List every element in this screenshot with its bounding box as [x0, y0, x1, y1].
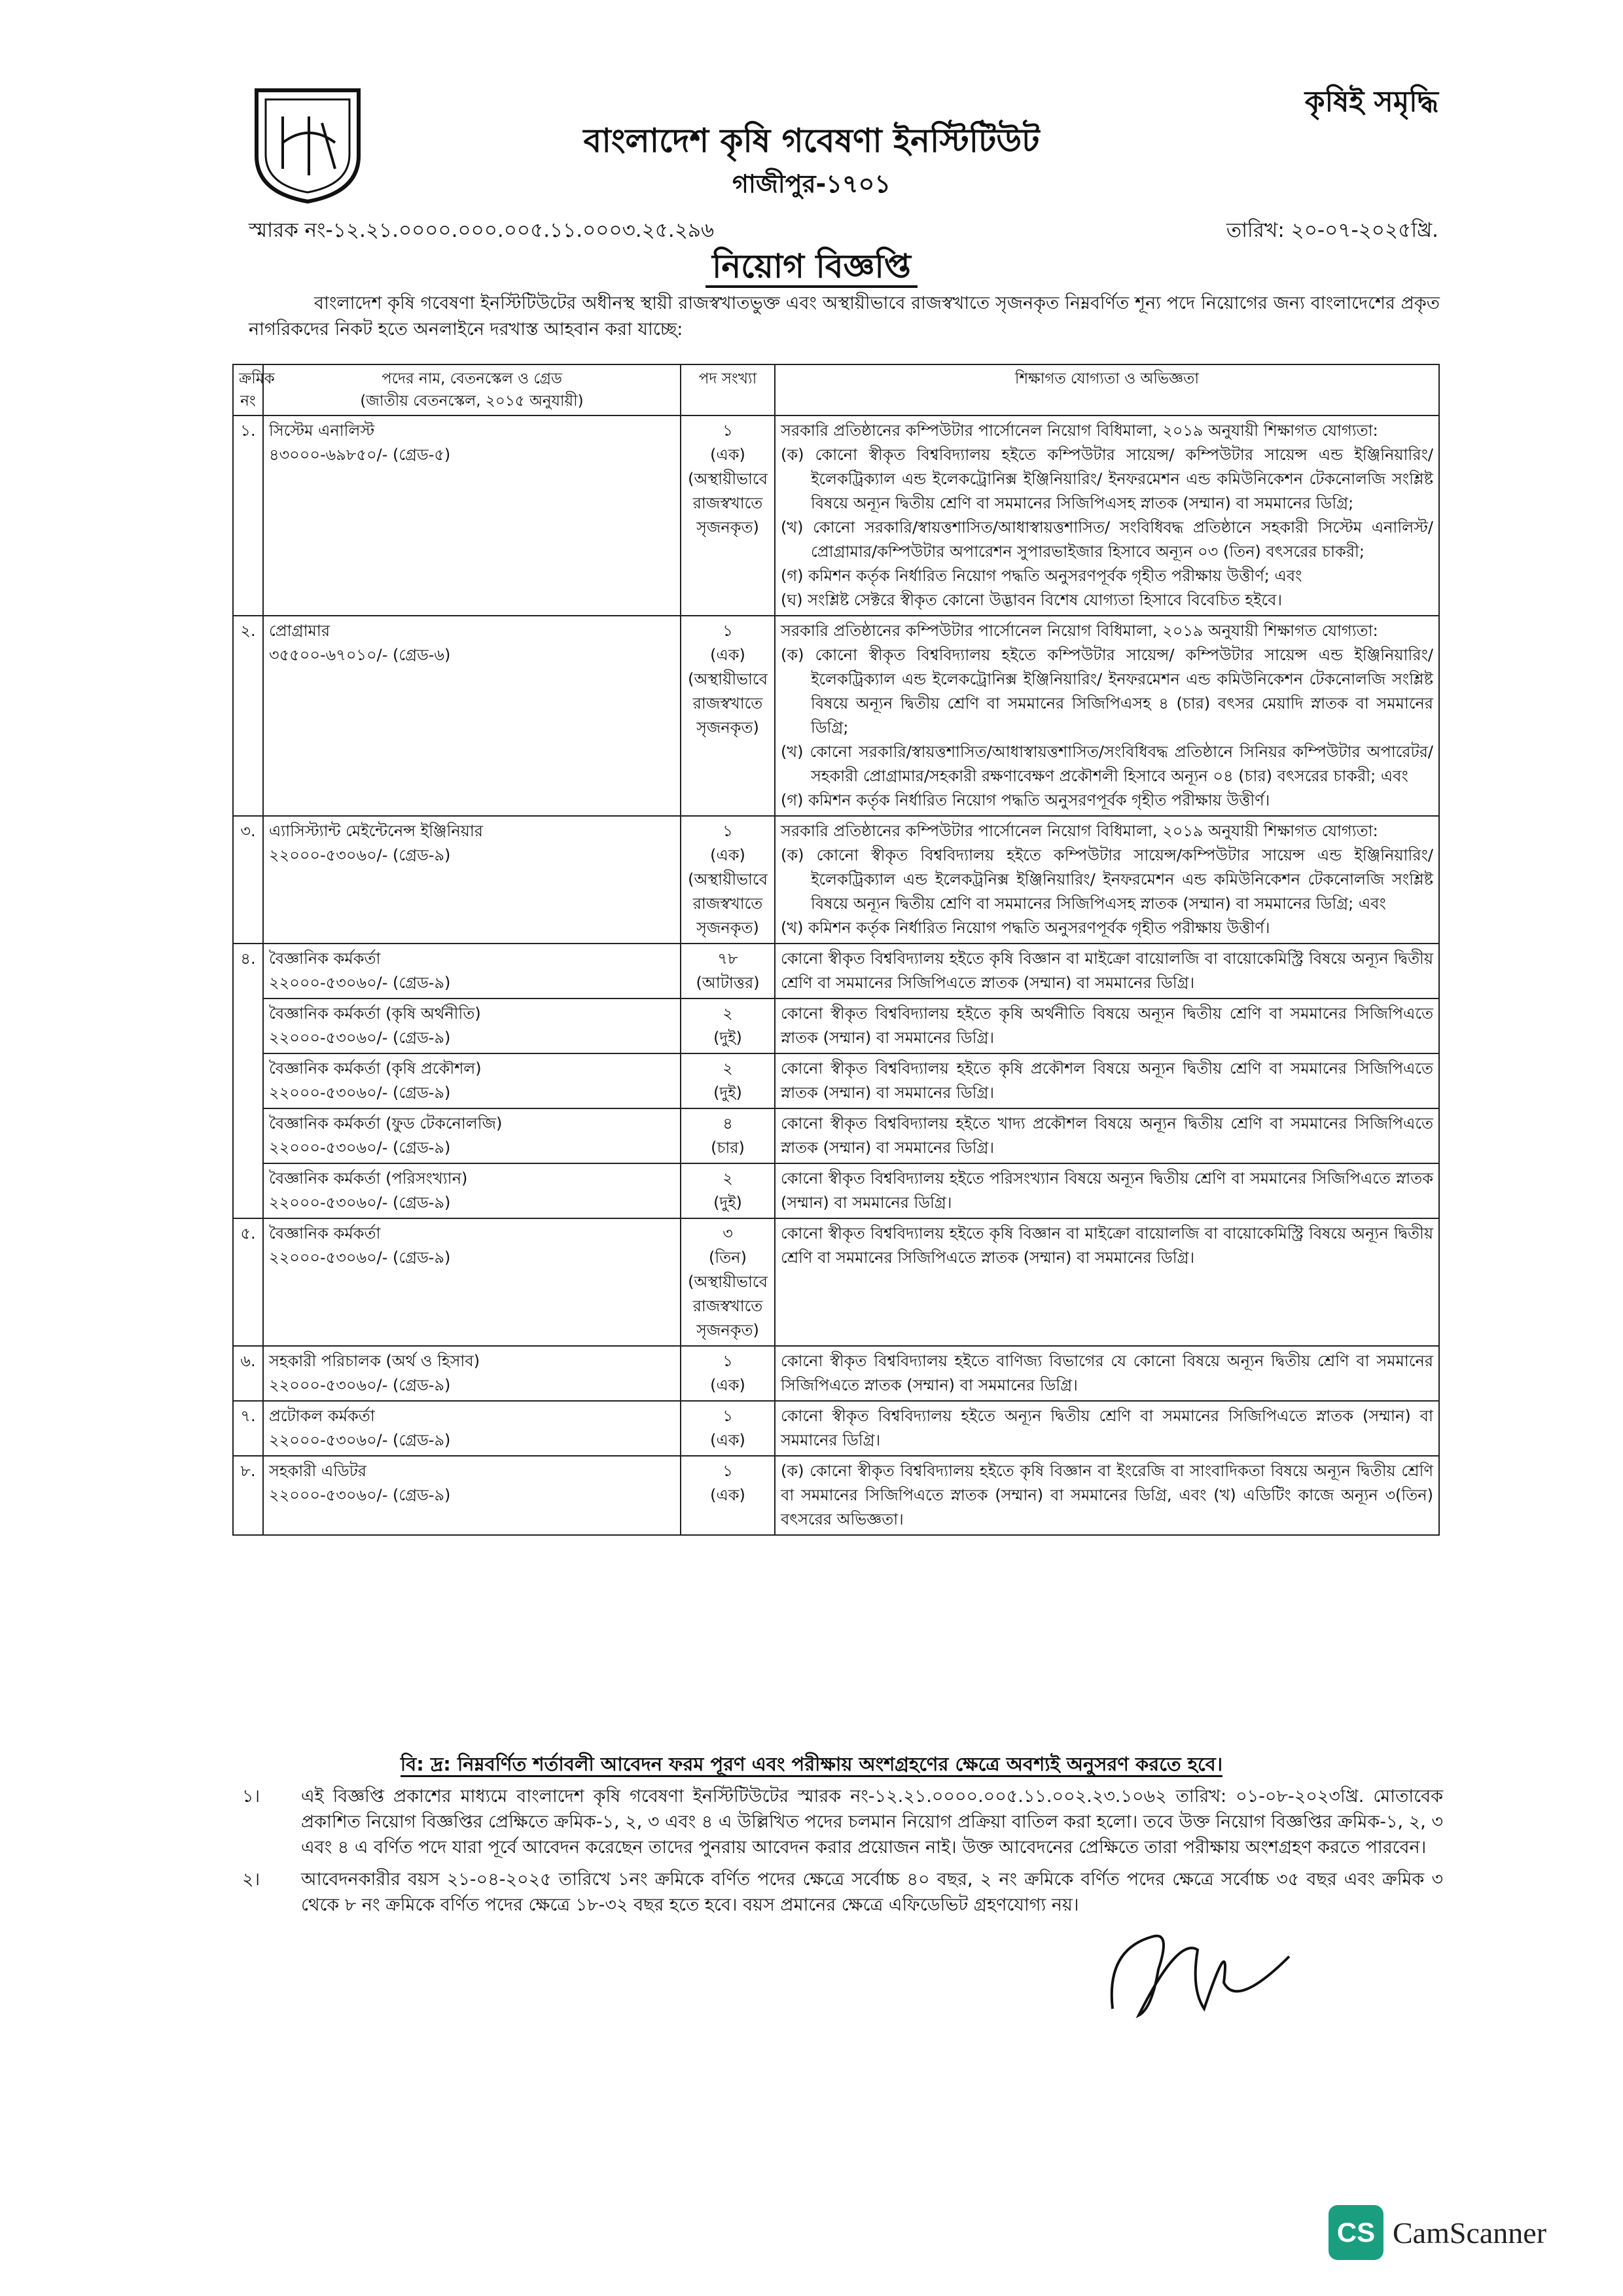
qualification-text: কোনো স্বীকৃত বিশ্ববিদ্যালয় হইতে কৃষি প্রকৌশল বিষয়ে অন্যূন দ্বিতীয় শ্রেণি বা সমমানের সিজিপিএতে স্নাতক (সম্মান) বা সমমানের ডিগ্রি। [781, 1059, 1433, 1102]
post-cell [263, 1456, 681, 1535]
post-salary: ২২০০০-৫৩০৬০/- (গ্রেড-৯) [269, 1084, 451, 1102]
issue-date: তারিখ: ২০-০৭-২০২৫খ্রি. [1226, 219, 1438, 242]
post-cell [263, 944, 681, 998]
post-name: বৈজ্ঞানিক কর্মকর্তা (পরিসংখ্যান) [269, 1169, 468, 1188]
post-cell [263, 1346, 681, 1401]
qualification-cell [775, 1456, 1439, 1535]
qualification-text: কোনো স্বীকৃত বিশ্ববিদ্যালয় হইতে কৃষি অর্থনীতি বিষয়ে অন্যূন দ্বিতীয় শ্রেণি বা সমমানের সিজিপিএতে স্নাতক (সম্মান) বা সমমানের ডিগ্রি। [781, 1004, 1433, 1047]
table-row [233, 1401, 1439, 1456]
qualification-item: (ক) কোনো স্বীকৃত বিশ্ববিদ্যালয় হইতে কম্পিউটার সায়েন্স/ কম্পিউটার সায়েন্স এন্ড ইঞ্জিনিয়ারিং/ইলেকট্রিক্যাল এন্ড ইলেকট্রোনিক্স ইঞ্জিনিয়ারিং/ ইনফরমেশন এন্ড কমিউনিকেশন টেকনোলজি সংশ্লিষ্ট বিষয়ে অন্যূন দ্বিতীয় শ্রেণি বা সমমানের সিজিপিএসহ ৪ (চার) বৎসর মেয়াদি স্নাতক বা সমমানের ডিগ্রি; [781, 646, 1433, 737]
post-count-line: (দুই) [713, 1193, 742, 1212]
post-count [681, 944, 775, 998]
post-count [681, 1163, 775, 1218]
post-count-line: (চার) [711, 1139, 745, 1157]
post-cell [263, 816, 681, 944]
notes-list [242, 1784, 1443, 1924]
post-name: এ্যাসিস্ট্যান্ট মেইন্টেনেন্স ইঞ্জিনিয়ার [269, 822, 484, 840]
notice-title [0, 242, 1623, 296]
table-row [233, 415, 1439, 616]
post-count-line: (দুই) [713, 1029, 742, 1047]
post-count [681, 1218, 775, 1346]
post-count-line: (এক) [710, 646, 745, 664]
table-row [233, 1456, 1439, 1535]
qualification-text: কোনো স্বীকৃত বিশ্ববিদ্যালয় হইতে অন্যূন দ্বিতীয় শ্রেণি বা সমমানের সিজিপিএতে স্নাতক (সম্মান) বা সমমানের ডিগ্রি। [781, 1407, 1433, 1449]
post-count-line: (অস্থায়ীভাবে রাজস্বখাতে সৃজনকৃত) [688, 470, 768, 537]
post-name: সহকারী পরিচালক (অর্থ ও হিসাব) [269, 1352, 480, 1370]
qualification-item: (খ) কোনো সরকারি/স্বায়ত্তশাসিত/আধাস্বায়ত্তশাসিত/ সংবিধিবদ্ধ প্রতিষ্ঠানে সহকারী সিস্টেম এনালিস্ট/ প্রোগ্রামার/কম্পিউটার অপারেশন সুপারভাইজার হিসাবে অন্যূন ০৩ (তিন) বৎসরের চাকরী; [781, 518, 1433, 561]
qualification-item: (ঘ) সংশ্লিষ্ট সেক্টরে স্বীকৃত কোনো উদ্ভাবন বিশেষ যোগ্যতা হিসাবে বিবেচিত হইবে। [781, 591, 1283, 609]
post-count-line: (এক) [710, 1486, 745, 1504]
table-row [233, 616, 1439, 816]
post-count-line: ২ [722, 1059, 733, 1078]
table-row [233, 1053, 1439, 1108]
header-qualification: শিক্ষাগত যোগ্যতা ও অভিজ্ঞতা [775, 364, 1439, 415]
table-row [233, 1108, 1439, 1163]
post-salary: ২২০০০-৫৩০৬০/- (গ্রেড-৯) [269, 1139, 451, 1157]
notes-heading-text: বি: দ্র: নিম্নবর্ণিত শর্তাবলী আবেদন ফরম পূরণ এবং পরীক্ষায় অংশগ্রহণের ক্ষেত্রে অবশ্যই অনুসরণ করতে হবে। [401, 1753, 1222, 1777]
post-count [681, 1401, 775, 1456]
post-count [681, 1456, 775, 1535]
post-count-line: (তিন) [709, 1248, 747, 1267]
note-number: ২। [242, 1869, 260, 1890]
qualification-lead: সরকারি প্রতিষ্ঠানের কম্পিউটার পার্সোনেল নিয়োগ বিধিমালা, ২০১৯ অনুযায়ী শিক্ষাগত যোগ্যতা: [781, 421, 1378, 440]
post-count-line: ১ [722, 1352, 733, 1370]
qualification-item: (ক) কোনো স্বীকৃত বিশ্ববিদ্যালয় হইতে কম্পিউটার সায়েন্স/কম্পিউটার সায়েন্স এন্ড ইঞ্জিনিয়ারিং/ইলেকট্রিক্যাল এন্ড ইলেকট্রনিক্স ইঞ্জিনিয়ারিং/ ইনফরমেশন এন্ড কমিউনিকেশন টেকনোলজি সংশ্লিষ্ট বিষয়ে অন্যূন দ্বিতীয় শ্রেণি বা সমমানের সিজিপিএসহ স্নাতক (সম্মান) বা সমমানের ডিগ্রি; এবং [781, 846, 1433, 913]
qualification-cell [775, 1053, 1439, 1108]
post-cell [263, 998, 681, 1053]
note-number: ১। [242, 1786, 260, 1807]
post-salary: ২২০০০-৫৩০৬০/- (গ্রেড-৯) [269, 1431, 451, 1449]
post-count-line: (এক) [710, 1431, 745, 1449]
qualification-text: কোনো স্বীকৃত বিশ্ববিদ্যালয় হইতে বাণিজ্য বিভাগের যে কোনো বিষয়ে অন্যূন দ্বিতীয় শ্রেণি বা সমমানের সিজিপিএতে স্নাতক (সম্মান) বা সমমানের ডিগ্রি। [781, 1352, 1433, 1394]
post-count-line: ৩ [722, 1224, 733, 1243]
table-row [233, 1346, 1439, 1401]
serial-cell: ৬. [233, 1346, 263, 1401]
post-count [681, 998, 775, 1053]
post-name: বৈজ্ঞানিক কর্মকর্তা (কৃষি প্রকৌশল) [269, 1059, 482, 1078]
post-name: বৈজ্ঞানিক কর্মকর্তা [269, 949, 381, 968]
camscanner-icon: CS [1329, 2205, 1383, 2260]
vacancy-table [232, 364, 1440, 1536]
qualification-cell [775, 944, 1439, 998]
intro-paragraph: বাংলাদেশ কৃষি গবেষণা ইনস্টিটিউটের অধীনস্থ স্থায়ী রাজস্বখাতভুক্ত এবং অস্থায়ীভাবে রাজস্বখাতে সৃজনকৃত নিম্নবর্ণিত শূন্য পদে নিয়োগের জন্য বাংলাদেশের প্রকৃত নাগরিকদের নিকট হতে অনলাইনে দরখাস্ত আহবান করা যাচ্ছে: [249, 293, 1440, 340]
post-name: সিস্টেম এনালিস্ট [269, 421, 375, 440]
camscanner-watermark [1329, 2205, 1546, 2260]
header-post [263, 364, 681, 415]
qualification-item: (খ) কমিশন কর্তৃক নির্ধারিত নিয়োগ পদ্ধতি অনুসরণপূর্বক গৃহীত পরীক্ষায় উত্তীর্ণ। [781, 919, 1270, 937]
qualification-item: (ক) কোনো স্বীকৃত বিশ্ববিদ্যালয় হইতে কম্পিউটার সায়েন্স/ কম্পিউটার সায়েন্স এন্ড ইঞ্জিনিয়ারিং/ইলেকট্রিক্যাল এন্ড ইলেকট্রোনিক্স ইঞ্জিনিয়ারিং/ ইনফরমেশন এন্ড কমিউনিকেশন টেকনোলজি সংশ্লিষ্ট বিষয়ে অন্যূন দ্বিতীয় শ্রেণি বা সমমানের সিজিপিএসহ স্নাতক (সম্মান) বা সমমানের ডিগ্রি; [781, 446, 1433, 512]
qualification-cell [775, 1218, 1439, 1346]
qualification-item: (খ) কোনো সরকারি/স্বায়ত্তশাসিত/আধাস্বায়ত্তশাসিত/সংবিধিবদ্ধ প্রতিষ্ঠানে সিনিয়র কম্পিউটার অপারেটর/সহকারী প্রোগ্রামার/সহকারী রক্ষণাবেক্ষণ প্রকৌশলী হিসাবে অন্যূন ০৪ (চার) বৎসরের চাকরী; এবং [781, 743, 1433, 785]
post-count [681, 415, 775, 616]
note-text: এই বিজ্ঞপ্তি প্রকাশের মাধ্যমে বাংলাদেশ কৃষি গবেষণা ইনস্টিটিউটের স্মারক নং-১২.২১.০০০০.০০৫.১১.০০২.২৩.১০৬২ তারিখ: ০১-০৮-২০২৩খ্রি. মোতাবেক প্রকাশিত নিয়োগ বিজ্ঞপ্তির প্রেক্ষিতে ক্রমিক-১, ২, ৩ এবং ৪ এ উল্লিখিত পদের চলমান নিয়োগ প্রক্রিয়া বাতিল করা হলো। তবে উক্ত নিয়োগ বিজ্ঞপ্তির ক্রমিক-১, ২, ৩ এবং ৪ এ বর্ণিত পদে যারা পূর্বে আবেদন করেছেন তাদের পুনরায় আবেদন করার প্রয়োজন নাই। উক্ত আবেদনের প্রেক্ষিতে তারা পরীক্ষায় অংশগ্রহণ করতে পারবেন। [301, 1786, 1443, 1858]
header-serial: ক্রমিক নং [233, 364, 263, 415]
notes-heading [0, 1750, 1623, 1782]
qualification-cell [775, 1401, 1439, 1456]
post-cell [263, 1053, 681, 1108]
post-count-line: ১ [722, 822, 733, 840]
post-count-line: (আটাত্তর) [696, 974, 760, 992]
post-cell [263, 616, 681, 816]
post-count-line: (অস্থায়ীভাবে রাজস্বখাতে সৃজনকৃত) [688, 670, 768, 737]
qualification-cell [775, 1346, 1439, 1401]
post-count-line: ১ [722, 421, 733, 440]
qualification-item: (গ) কমিশন কর্তৃক নির্ধারিত নিয়োগ পদ্ধতি অনুসরণপূর্বক গৃহীত পরীক্ষায় উত্তীর্ণ; এবং [781, 567, 1302, 585]
qualification-cell [775, 415, 1439, 616]
serial-cell: ৪. [233, 944, 263, 1218]
header-post-sub: (জাতীয় বেতনস্কেল, ২০১৫ অনুযায়ী) [360, 393, 584, 410]
post-salary: ২২০০০-৫৩০৬০/- (গ্রেড-৯) [269, 1029, 451, 1047]
serial-cell: ৩. [233, 816, 263, 944]
post-salary: ২২০০০-৫৩০৬০/- (গ্রেড-৯) [269, 1486, 451, 1504]
post-count [681, 816, 775, 944]
qualification-text: (ক) কোনো স্বীকৃত বিশ্ববিদ্যালয় হইতে কৃষি বিজ্ঞান বা ইংরেজি বা সাংবাদিকতা বিষয়ে অন্যূন দ্বিতীয় শ্রেণি বা সমমানের সিজিপিএতে স্নাতক (সম্মান) বা সমমানের ডিগ্রি, এবং (খ) এডিটিং কাজে অন্যূন ৩(তিন) বৎসরের অভিজ্ঞতা। [781, 1462, 1433, 1528]
qualification-cell [775, 616, 1439, 816]
post-count [681, 1346, 775, 1401]
qualification-lead: সরকারি প্রতিষ্ঠানের কম্পিউটার পার্সোনেল নিয়োগ বিধিমালা, ২০১৯ অনুযায়ী শিক্ষাগত যোগ্যতা: [781, 622, 1378, 640]
table-row [233, 998, 1439, 1053]
table-row [233, 1163, 1439, 1218]
post-salary: ৩৫৫০০-৬৭০১০/- (গ্রেড-৬) [269, 646, 451, 664]
post-salary: ২২০০০-৫৩০৬০/- (গ্রেড-৯) [269, 974, 451, 992]
post-salary: ২২০০০-৫৩০৬০/- (গ্রেড-৯) [269, 1376, 451, 1394]
serial-cell: ১. [233, 415, 263, 616]
post-name: বৈজ্ঞানিক কর্মকর্তা [269, 1224, 381, 1243]
post-salary: ২২০০০-৫৩০৬০/- (গ্রেড-৯) [269, 1193, 451, 1212]
header-count: পদ সংখ্যা [681, 364, 775, 415]
post-count-line: (এক) [710, 846, 745, 864]
table-row [233, 816, 1439, 944]
post-salary: ২২০০০-৫৩০৬০/- (গ্রেড-৯) [269, 846, 451, 864]
header-post-text: পদের নাম, বেতনস্কেল ও গ্রেড [382, 370, 562, 387]
post-count [681, 1108, 775, 1163]
notice-title-text: নিয়োগ বিজ্ঞপ্তি [705, 247, 918, 288]
post-salary: ২২০০০-৫৩০৬০/- (গ্রেড-৯) [269, 1248, 451, 1267]
post-count [681, 1053, 775, 1108]
qualification-text: কোনো স্বীকৃত বিশ্ববিদ্যালয় হইতে পরিসংখ্যান বিষয়ে অন্যূন দ্বিতীয় শ্রেণি বা সমমানের সিজিপিএতে স্নাতক (সম্মান) বা সমমানের ডিগ্রি। [781, 1169, 1433, 1212]
post-cell [263, 1163, 681, 1218]
org-name: বাংলাদেশ কৃষি গবেষণা ইনস্টিটিউট [583, 122, 1040, 160]
qualification-text: কোনো স্বীকৃত বিশ্ববিদ্যালয় হইতে কৃষি বিজ্ঞান বা মাইক্রো বায়োলজি বা বায়োকেমিস্ট্রি বিষয়ে অন্যূন দ্বিতীয় শ্রেণি বা সমমানের সিজিপিএতে স্নাতক (সম্মান) বা সমমানের ডিগ্রি। [781, 949, 1433, 992]
post-name: সহকারী এডিটর [269, 1462, 366, 1480]
qualification-cell [775, 816, 1439, 944]
post-cell [263, 1401, 681, 1456]
signature-mark [1099, 1911, 1296, 2028]
post-count-line: ১ [722, 622, 733, 640]
post-count-line: ১ [722, 1407, 733, 1425]
note-item [242, 1784, 1443, 1860]
table-row [233, 944, 1439, 998]
post-count-line: ৪ [722, 1114, 733, 1133]
memo-number: স্মারক নং-১২.২১.০০০০.০০০.০০৫.১১.০০০৩.২৫.২৯৬ [249, 219, 715, 242]
table-header-row [233, 364, 1439, 415]
qualification-cell [775, 998, 1439, 1053]
qualification-cell [775, 1108, 1439, 1163]
post-count-line: (দুই) [713, 1084, 742, 1102]
post-name: প্রটোকল কর্মকর্তা [269, 1407, 375, 1425]
post-count-line: (অস্থায়ীভাবে রাজস্বখাতে সৃজনকৃত) [688, 870, 768, 937]
serial-cell: ৫. [233, 1218, 263, 1346]
post-name: প্রোগ্রামার [269, 622, 330, 640]
serial-cell: ৭. [233, 1401, 263, 1456]
post-count-line: (এক) [710, 1376, 745, 1394]
post-count-line: ৭৮ [717, 949, 738, 968]
camscanner-text: CamScanner [1393, 2216, 1547, 2250]
serial-cell: ৮. [233, 1456, 263, 1535]
post-cell [263, 1108, 681, 1163]
post-name: বৈজ্ঞানিক কর্মকর্তা (কৃষি অর্থনীতি) [269, 1004, 481, 1023]
post-name: বৈজ্ঞানিক কর্মকর্তা (ফুড টেকনোলজি) [269, 1114, 503, 1133]
post-salary: ৪৩০০০-৬৯৮৫০/- (গ্রেড-৫) [269, 446, 451, 464]
table-row [233, 1218, 1439, 1346]
qualification-cell [775, 1163, 1439, 1218]
org-location: গাজীপুর-১৭০১ [732, 169, 891, 198]
post-cell [263, 415, 681, 616]
qualification-lead: সরকারি প্রতিষ্ঠানের কম্পিউটার পার্সোনেল নিয়োগ বিধিমালা, ২০১৯ অনুযায়ী শিক্ষাগত যোগ্যতা: [781, 822, 1378, 840]
post-count-line: ২ [722, 1169, 733, 1188]
post-cell [263, 1218, 681, 1346]
qualification-text: কোনো স্বীকৃত বিশ্ববিদ্যালয় হইতে খাদ্য প্রকৌশল বিষয়ে অন্যূন দ্বিতীয় শ্রেণি বা সমমানের সিজিপিএতে স্নাতক (সম্মান) বা সমমানের ডিগ্রি। [781, 1114, 1433, 1157]
post-count-line: ১ [722, 1462, 733, 1480]
post-count [681, 616, 775, 816]
post-count-line: (এক) [710, 446, 745, 464]
qualification-text: কোনো স্বীকৃত বিশ্ববিদ্যালয় হইতে কৃষি বিজ্ঞান বা মাইক্রো বায়োলজি বা বায়োকেমিস্ট্রি বিষয়ে অন্যূন দ্বিতীয় শ্রেণি বা সমমানের সিজিপিএতে স্নাতক (সম্মান) বা সমমানের ডিগ্রি। [781, 1224, 1433, 1267]
post-count-line: ২ [722, 1004, 733, 1023]
slogan: কৃষিই সমৃদ্ধি [1304, 85, 1438, 118]
serial-cell: ২. [233, 616, 263, 816]
qualification-item: (গ) কমিশন কর্তৃক নির্ধারিত নিয়োগ পদ্ধতি অনুসরণপূর্বক গৃহীত পরীক্ষায় উত্তীর্ণ। [781, 791, 1270, 809]
note-text: আবেদনকারীর বয়স ২১-০৪-২০২৫ তারিখে ১নং ক্রমিকে বর্ণিত পদের ক্ষেত্রে সর্বোচ্চ ৪০ বছর, ২ নং ক্রমিকে বর্ণিত পদের ক্ষেত্রে সর্বোচ্চ ৩৫ বছর এবং ক্রমিক ৩ থেকে ৮ নং ক্রমিকে বর্ণিত পদের ক্ষেত্রে ১৮-৩২ বছর হতে হবে। বয়স প্রমানের ক্ষেত্রে এফিডেভিট গ্রহণযোগ্য নয়। [301, 1869, 1443, 1915]
post-count-line: (অস্থায়ীভাবে রাজস্বখাতে সৃজনকৃত) [688, 1273, 768, 1339]
